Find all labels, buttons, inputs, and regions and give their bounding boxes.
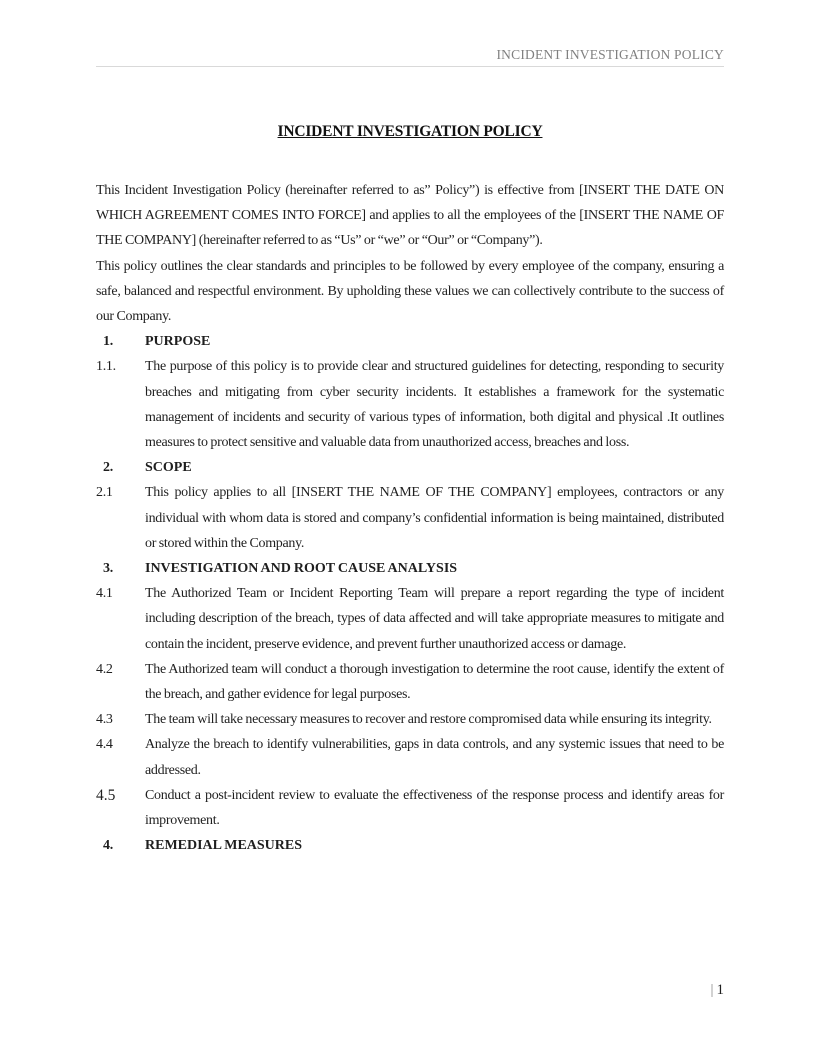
section-item xyxy=(96,732,724,782)
section-item xyxy=(96,480,724,556)
section-number: 2. xyxy=(103,460,113,476)
item-text: The team will take necessary measures to recover and restore compromised data while ensuring its integrity. xyxy=(145,712,712,728)
section-item xyxy=(96,657,724,707)
item-number: 4.1 xyxy=(96,586,113,602)
item-number: 4.3 xyxy=(96,712,113,728)
section-title: REMEDIAL MEASURES xyxy=(145,838,303,854)
running-header-title: INCIDENT INVESTIGATION POLICY xyxy=(496,47,724,62)
page-footer xyxy=(710,982,724,999)
item-number: 2.1 xyxy=(96,485,113,501)
section-item xyxy=(96,581,724,657)
intro-paragraph: This policy outlines the clear standards and principles to be followed by every employee of the company, ensuring a safe, balanced and respectful environment. By upholding these values we can collectively contribute to the success of our Company. xyxy=(96,258,724,325)
item-text: Conduct a post-incident review to evaluate the effectiveness of the response process and identify areas for improvement. xyxy=(145,787,724,829)
section-title: SCOPE xyxy=(145,460,192,476)
item-number: 1.1. xyxy=(96,359,116,375)
page-header xyxy=(96,0,724,67)
document-title: INCIDENT INVESTIGATION POLICY xyxy=(277,123,543,140)
item-text: The Authorized Team or Incident Reporting Team will prepare a report regarding the type of incident including description of the breach, types of data affected and will take appropriate measures to mitigate and contain the incident, preserve evidence, and prevent further unauthorized access or damage. xyxy=(145,586,724,652)
section-item xyxy=(96,707,724,732)
item-number: 4.4 xyxy=(96,737,113,753)
document-body xyxy=(96,178,724,858)
intro-paragraph: This Incident Investigation Policy (hereinafter referred to as” Policy”) is effective from [INSERT THE DATE ON WHICH AGREEMENT COMES INTO FORCE] and applies to all the employees of the [INSERT THE NAME OF THE COMPANY] (hereinafter referred to as “Us” or “we” or “Our” or “Company”). xyxy=(96,183,724,249)
section-heading xyxy=(96,556,724,581)
section-item xyxy=(96,783,724,833)
section-number: 1. xyxy=(103,334,113,350)
item-text: This policy applies to all [INSERT THE NAME OF THE COMPANY] employees, contractors or any individual with whom data is stored and company’s confidential information is being maintained, distributed or stored within the Company. xyxy=(145,485,724,551)
item-text: The purpose of this policy is to provide clear and structured guidelines for detecting, responding to security breaches and mitigating from cyber security incidents. It establishes a framework for the systematic management of incidents and security of various types of information, both digital and physical .It outlines measures to protect sensitive and valuable data from unauthorized access, breaches and loss. xyxy=(145,359,724,451)
section-number: 4. xyxy=(103,838,113,854)
section-title: PURPOSE xyxy=(145,334,211,350)
section-item xyxy=(96,354,724,455)
section-number: 3. xyxy=(103,561,113,577)
section-heading xyxy=(96,455,724,480)
item-text: The Authorized team will conduct a thorough investigation to determine the root cause, identify the extent of the breach, and gather evidence for legal purposes. xyxy=(145,661,724,703)
page-number: 1 xyxy=(716,982,724,998)
item-number: 4.5 xyxy=(96,786,116,804)
item-text: Analyze the breach to identify vulnerabilities, gaps in data controls, and any systemic issues that need to be addressed. xyxy=(145,737,724,778)
section-heading xyxy=(96,329,724,354)
item-number: 4.2 xyxy=(96,661,113,677)
section-heading xyxy=(96,833,724,858)
footer-separator: | xyxy=(710,982,714,998)
section-title: INVESTIGATION AND ROOT CAUSE ANALYSIS xyxy=(145,561,458,577)
